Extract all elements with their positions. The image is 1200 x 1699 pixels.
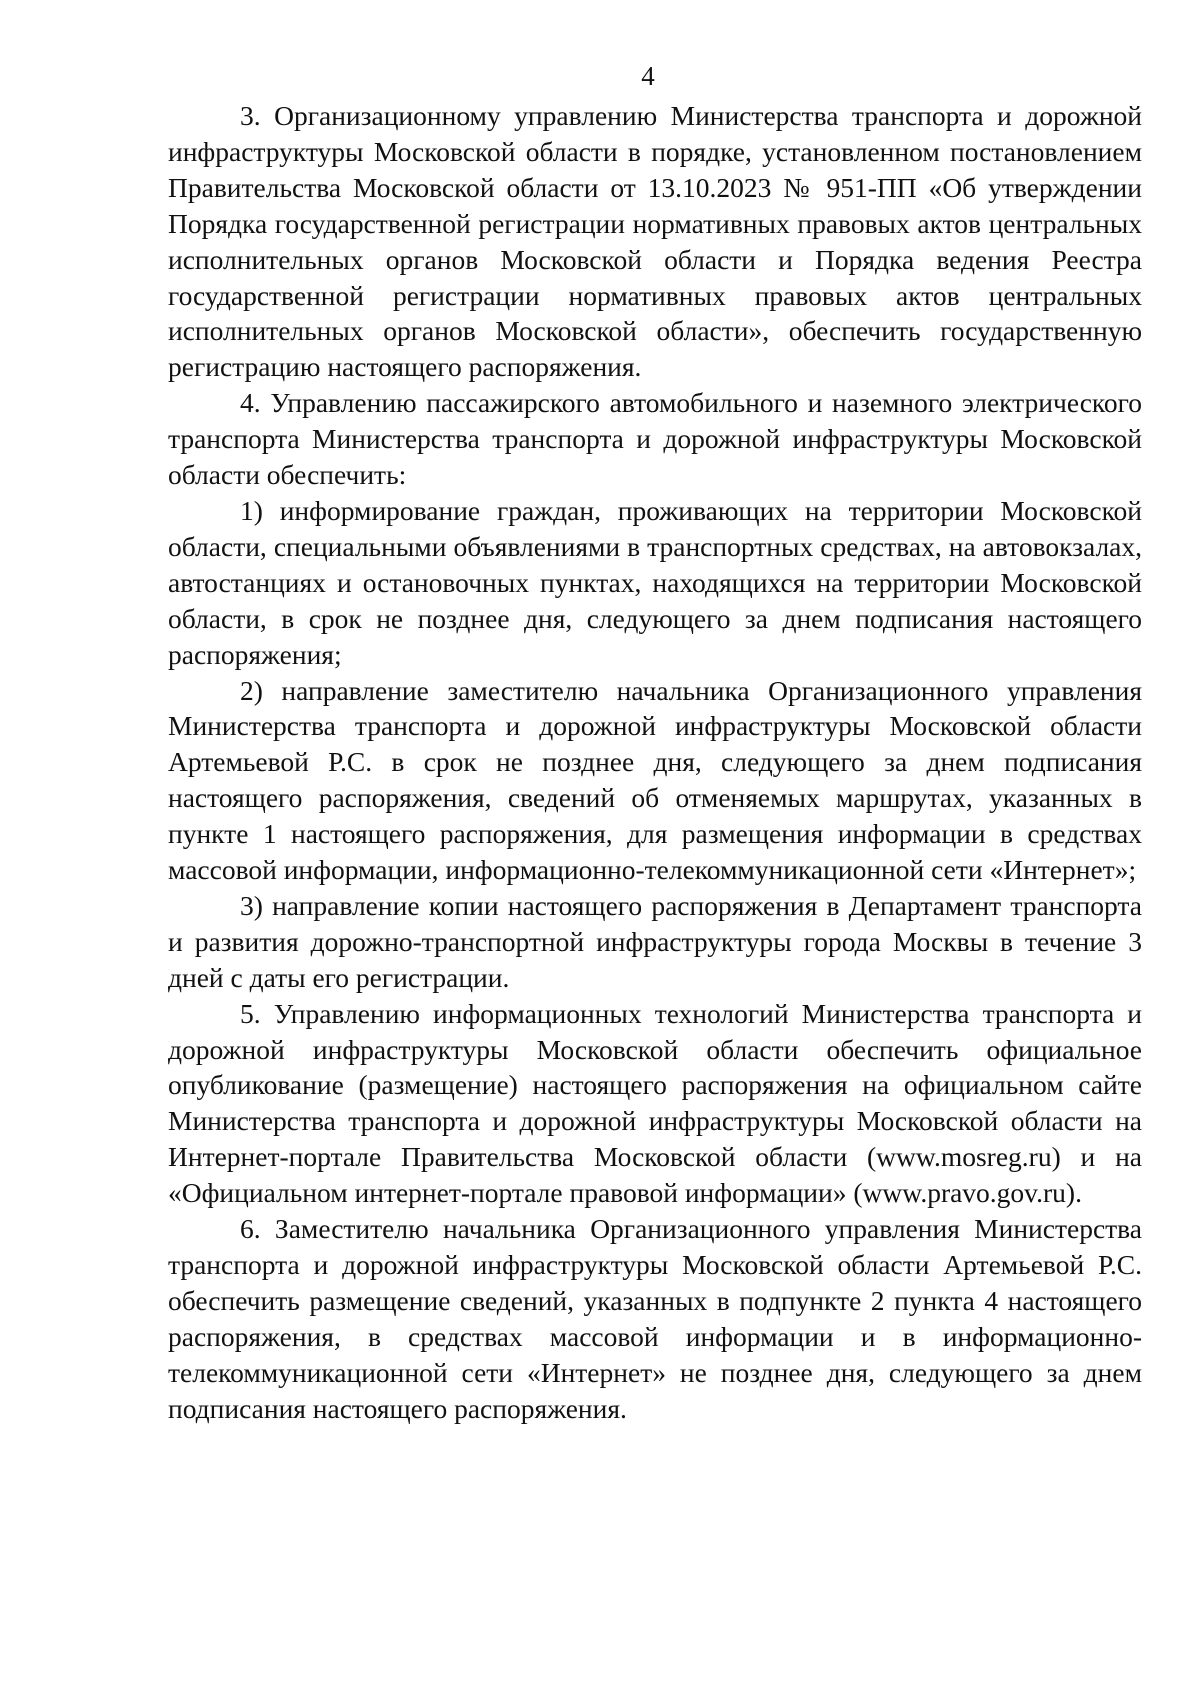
page-number: 4 — [641, 61, 655, 91]
subparagraph-4-3: 3) направление копии настоящего распоряжения в Департамент транспорта и развития дорожно-транспортной инфраструктуры города Москвы в течение 3 дней с даты его регистрации. — [168, 889, 1142, 993]
document-body — [168, 98, 1142, 1427]
paragraph-3: 3. Организационному управлению Министерства транспорта и дорожной инфраструктуры Московской области в порядке, установленном постановлением Правительства Московской области от 13.10.2023 № 951-ПП «Об утверждении Порядка государственной регистрации нормативных правовых актов центральных исполнительных органов Московской области и Порядка ведения Реестра государственной регистрации нормативных правовых актов центральных исполнительных органов Московской области», обеспечить государственную регистрацию настоящего распоряжения. — [168, 100, 1142, 383]
subparagraph-4-1: 1) информирование граждан, проживающих на территории Московской области, специальными объявлениями в транспортных средствах, на автовокзалах, автостанциях и остановочных пунктах, находящихся на территории Московской области, в срок не позднее дня, следующего за днем подписания настоящего распоряжения; — [168, 494, 1142, 670]
paragraph-4: 4. Управлению пассажирского автомобильного и наземного электрического транспорта Министерства транспорта и дорожной инфраструктуры Московской области обеспечить: — [168, 387, 1142, 491]
paragraph-6: 6. Заместителю начальника Организационного управления Министерства транспорта и дорожной инфраструктуры Московской области Артемьевой Р.С. обеспечить размещение сведений, указанных в подпункте 2 пункта 4 настоящего распоряжения, в средствах массовой информации и в информационно-телекоммуникационной сети «Интернет» не позднее дня, следующего за днем подписания настоящего распоряжения. — [168, 1213, 1142, 1424]
paragraph-5: 5. Управлению информационных технологий Министерства транспорта и дорожной инфраструктуры Московской области обеспечить официальное опубликование (размещение) настоящего распоряжения на официальном сайте Министерства транспорта и дорожной инфраструктуры Московской области на Интернет-портале Правительства Московской области (www.mosreg.ru) и на «Официальном интернет-портале правовой информации» (www.pravo.gov.ru). — [168, 997, 1142, 1209]
subparagraph-4-2: 2) направление заместителю начальника Организационного управления Министерства транспорта и дорожной инфраструктуры Московской области Артемьевой Р.С. в срок не позднее дня, следующего за днем подписания настоящего распоряжения, сведений об отменяемых маршрутах, указанных в пункте 1 настоящего распоряжения, для размещения информации в средствах массовой информации, информационно-телекоммуникационной сети «Интернет»; — [168, 674, 1142, 886]
